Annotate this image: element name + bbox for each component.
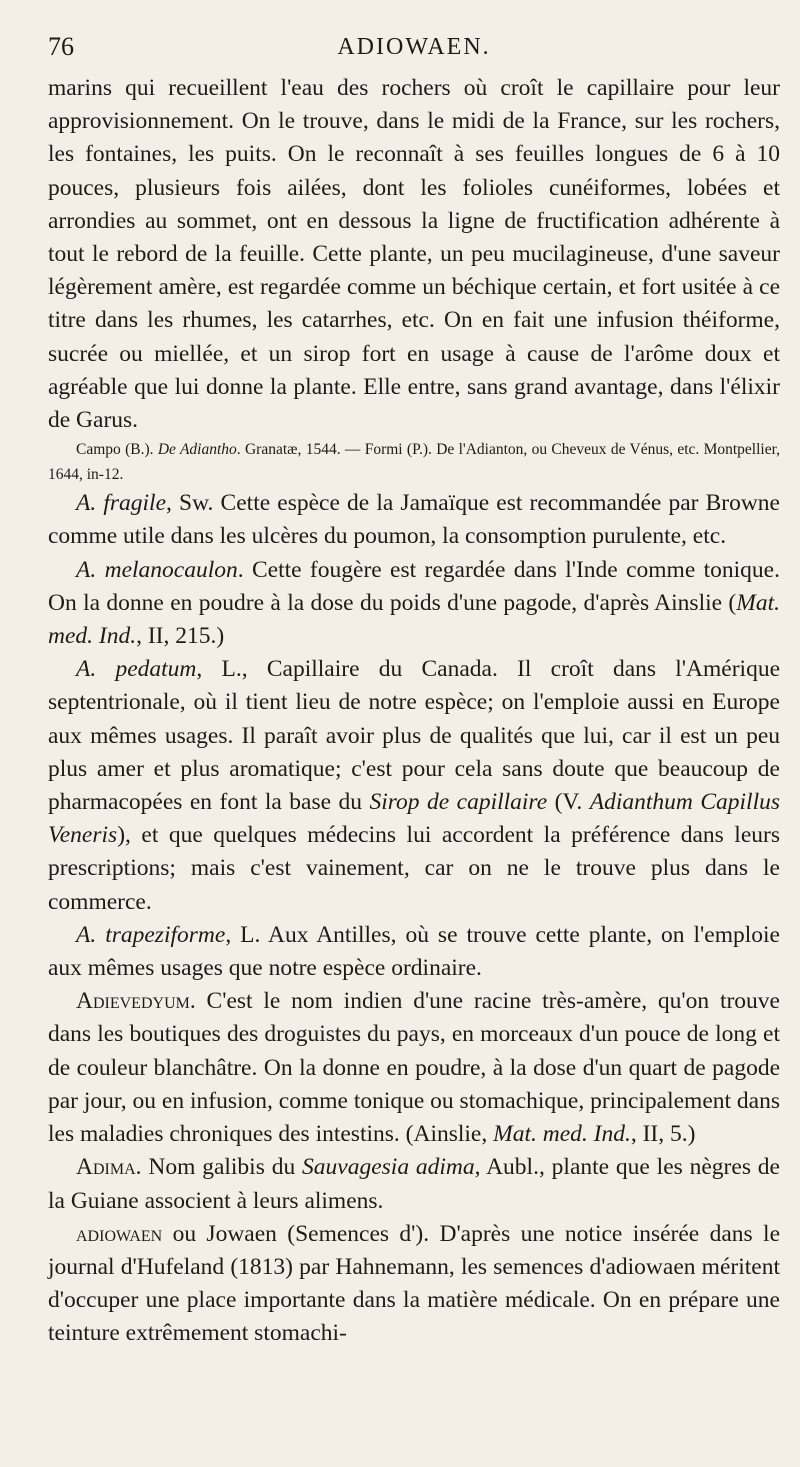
entry-text: . Nom galibis du: [135, 1154, 303, 1181]
reference-title: Sauvagesia adima: [302, 1154, 475, 1181]
entry-headword: Adievedyum: [76, 988, 190, 1015]
entry-melanocaulon: [48, 554, 780, 654]
species-name: A. pedatum: [76, 656, 197, 683]
entry-text: , II, 5.): [630, 1121, 696, 1148]
entry-trapeziforme: [48, 919, 780, 985]
entry-text: , Sw. Cette espèce de la Jamaïque est recommandée par Browne comme utile dans les ulcères du poumon, la consomption purulente, etc.: [48, 490, 780, 550]
biblio-part-b: . Granatæ, 1544. — Formi (P.). De l'Adianton, ou Cheveux de Vénus, etc. Montpellier, 1644, in-12.: [48, 441, 781, 484]
entry-text: ou Jowaen (Semences d'). D'après une notice insérée dans le journal d'Hufeland (1813) par Hahnemann, les semences d'adiowaen méritent d'occuper une place importante dans la matière médicale. On en prépare une teinture extrêmement stomachi-: [48, 1220, 780, 1347]
biblio-part-a: Campo (B.).: [76, 441, 158, 459]
entry-adiowaen: [48, 1218, 780, 1351]
page-header: [48, 32, 780, 72]
italic-term: Sirop de capillaire: [369, 789, 548, 816]
entry-text: , II, 215.): [136, 623, 225, 650]
entry-text: ), et que quelques médecins lui accordent la préférence dans leurs prescriptions; mais c'est vainement, car on ne le trouve plus dans le commerce.: [48, 822, 780, 915]
entry-text: , Aubl., plante que les nègres de la Guiane associent à leurs alimens.: [48, 1154, 780, 1214]
entry-fragile: [48, 487, 780, 553]
entry-text: (V.: [547, 789, 590, 816]
running-head: ADIOWAEN.: [337, 34, 491, 60]
entry-adima: [48, 1151, 780, 1217]
page-number: 76: [48, 32, 74, 61]
entry-headword: adiowaen: [76, 1220, 163, 1247]
species-name: A. trapeziforme: [76, 921, 226, 948]
body-text: [48, 72, 780, 1351]
paragraph-capillaire: marins qui recueillent l'eau des rochers où croît le capillaire pour leur approvisionnement. On le trouve, dans le midi de la France, sur les rochers, les fontaines, les puits. On le reconnaît à ses feuilles longues de 6 à 10 pouces, plusieurs fois ailées, dont les folioles cunéiformes, lobées et arrondies au sommet, ont en dessous la ligne de fructification adhérente à tout le rebord de la feuille. Cette plante, un peu mucilagineuse, d'une saveur légèrement amère, est regardée comme un béchique certain, et fort usitée à ce titre dans les rhumes, les catarrhes, etc. On en fait une infusion théiforme, sucrée ou miellée, et un sirop fort en usage à cause de l'arôme doux et agréable que lui donne la plante. Elle entre, sans grand avantage, dans l'élixir de Garus.: [48, 75, 780, 434]
biblio-title: De Adiantho: [157, 441, 237, 459]
entry-pedatum: [48, 653, 780, 919]
reference-title: Mat. med. Ind.: [48, 589, 780, 650]
species-name: A. fragile: [76, 490, 167, 517]
entry-headword: Adima: [76, 1154, 136, 1181]
entry-text: . Cette fougère est regardée dans l'Inde comme tonique. On la donne en poudre à la dose du poids d'une pagode, d'après Ainslie (: [48, 556, 780, 616]
italic-term: Adianthum Capillus Veneris: [48, 789, 780, 849]
entry-text: . C'est le nom indien d'une racine très-amère, qu'on trouve dans les boutiques des droguistes du pays, en morceaux d'un pouce de long et de couleur blanchâtre. On la donne en poudre, à la dose d'un quart de pagode par jour, ou en infusion, comme tonique ou stomachique, principalement dans les maladies chroniques des intestins. (Ainslie,: [48, 988, 780, 1148]
entry-text: , L. Aux Antilles, où se trouve cette plante, on l'emploie aux mêmes usages que notre espèce ordinaire.: [48, 921, 780, 982]
entry-adievedyum: [48, 985, 780, 1151]
species-name: A. melanocaulon: [76, 556, 238, 583]
entry-text: , L., Capillaire du Canada. Il croît dans l'Amérique septentrionale, où il tient lieu de notre espèce; on l'emploie aussi en Europe aux mêmes usages. Il paraît avoir plus de qualités que lui, car il est un peu plus amer et plus aromatique; c'est pour cela sans doute que beaucoup de pharmacopées en font la base du: [48, 656, 780, 816]
reference-title: Mat. med. Ind.: [493, 1121, 631, 1148]
bibliography-note: [48, 437, 780, 487]
